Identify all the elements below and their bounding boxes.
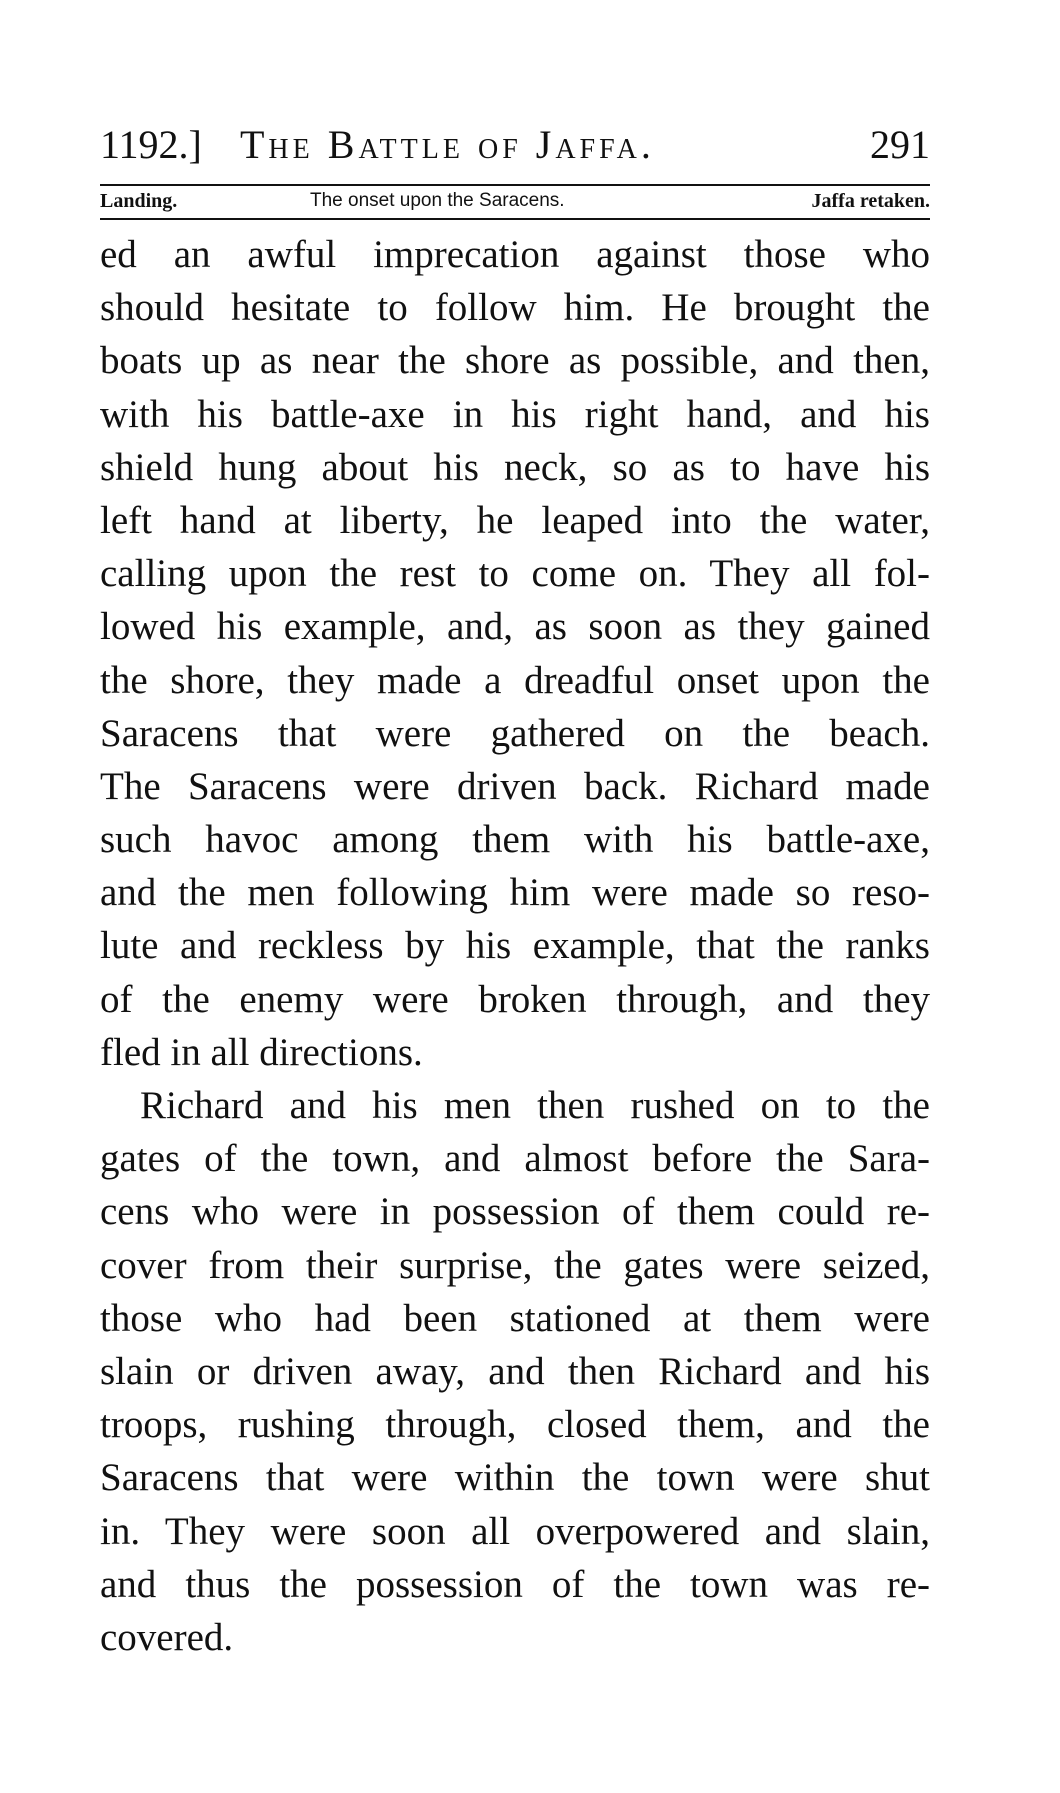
- text-line: with his battle-axe in his right hand, and his: [100, 392, 930, 436]
- text-line: Saracens that were within the town were shut: [100, 1456, 930, 1500]
- subhead-left: Landing.: [100, 190, 178, 212]
- text-line: those who had been stationed at them were: [100, 1296, 930, 1340]
- running-head-year: 1192.]: [100, 122, 202, 167]
- running-head-title: The Battle of Jaffa.: [240, 122, 655, 167]
- subhead-rule: [100, 218, 930, 220]
- text-line: such havoc among them with his battle-axe,: [100, 818, 930, 862]
- paragraph-1: [100, 228, 930, 1079]
- text-line: gates of the town, and almost before the Sara-: [100, 1137, 930, 1181]
- text-line: cover from their surprise, the gates were seized,: [100, 1243, 930, 1287]
- book-page: [100, 118, 930, 1664]
- subhead-center: The onset upon the Saracens.: [310, 190, 565, 211]
- text-line: in. They were soon all overpowered and slain,: [100, 1509, 930, 1553]
- running-head: [100, 118, 930, 172]
- text-line: Saracens that were gathered on the beach.: [100, 711, 930, 755]
- text-line: ed an awful imprecation against those who: [100, 233, 930, 276]
- subhead-right: Jaffa retaken.: [811, 190, 930, 212]
- text-line: covered.: [100, 1615, 234, 1659]
- body-text: [100, 228, 930, 1664]
- text-line: left hand at liberty, he leaped into the water,: [100, 498, 930, 542]
- text-line: cens who were in possession of them could re-: [100, 1190, 930, 1234]
- text-line: lowed his example, and, as soon as they gained: [100, 605, 930, 649]
- marginal-subheads: [100, 186, 930, 216]
- text-line: of the enemy were broken through, and they: [100, 977, 930, 1021]
- text-line: Richard and his men then rushed on to the: [140, 1084, 930, 1127]
- paragraph-2: [100, 1079, 930, 1664]
- text-line: slain or driven away, and then Richard and his: [100, 1349, 930, 1393]
- text-line: The Saracens were driven back. Richard made: [100, 764, 930, 808]
- text-line: should hesitate to follow him. He brought the: [100, 286, 930, 330]
- text-line: and the men following him were made so reso-: [100, 871, 930, 915]
- text-line: shield hung about his neck, so as to have his: [100, 445, 930, 489]
- text-line: lute and reckless by his example, that the ranks: [100, 924, 930, 968]
- page-number: 291: [870, 122, 930, 167]
- text-line: and thus the possession of the town was re-: [100, 1562, 930, 1606]
- text-line: calling upon the rest to come on. They all fol-: [100, 552, 930, 596]
- text-line: fled in all directions.: [100, 1030, 423, 1074]
- text-line: the shore, they made a dreadful onset upon the: [100, 658, 930, 702]
- text-line: boats up as near the shore as possible, and then,: [100, 339, 930, 383]
- text-line: troops, rushing through, closed them, and the: [100, 1403, 930, 1447]
